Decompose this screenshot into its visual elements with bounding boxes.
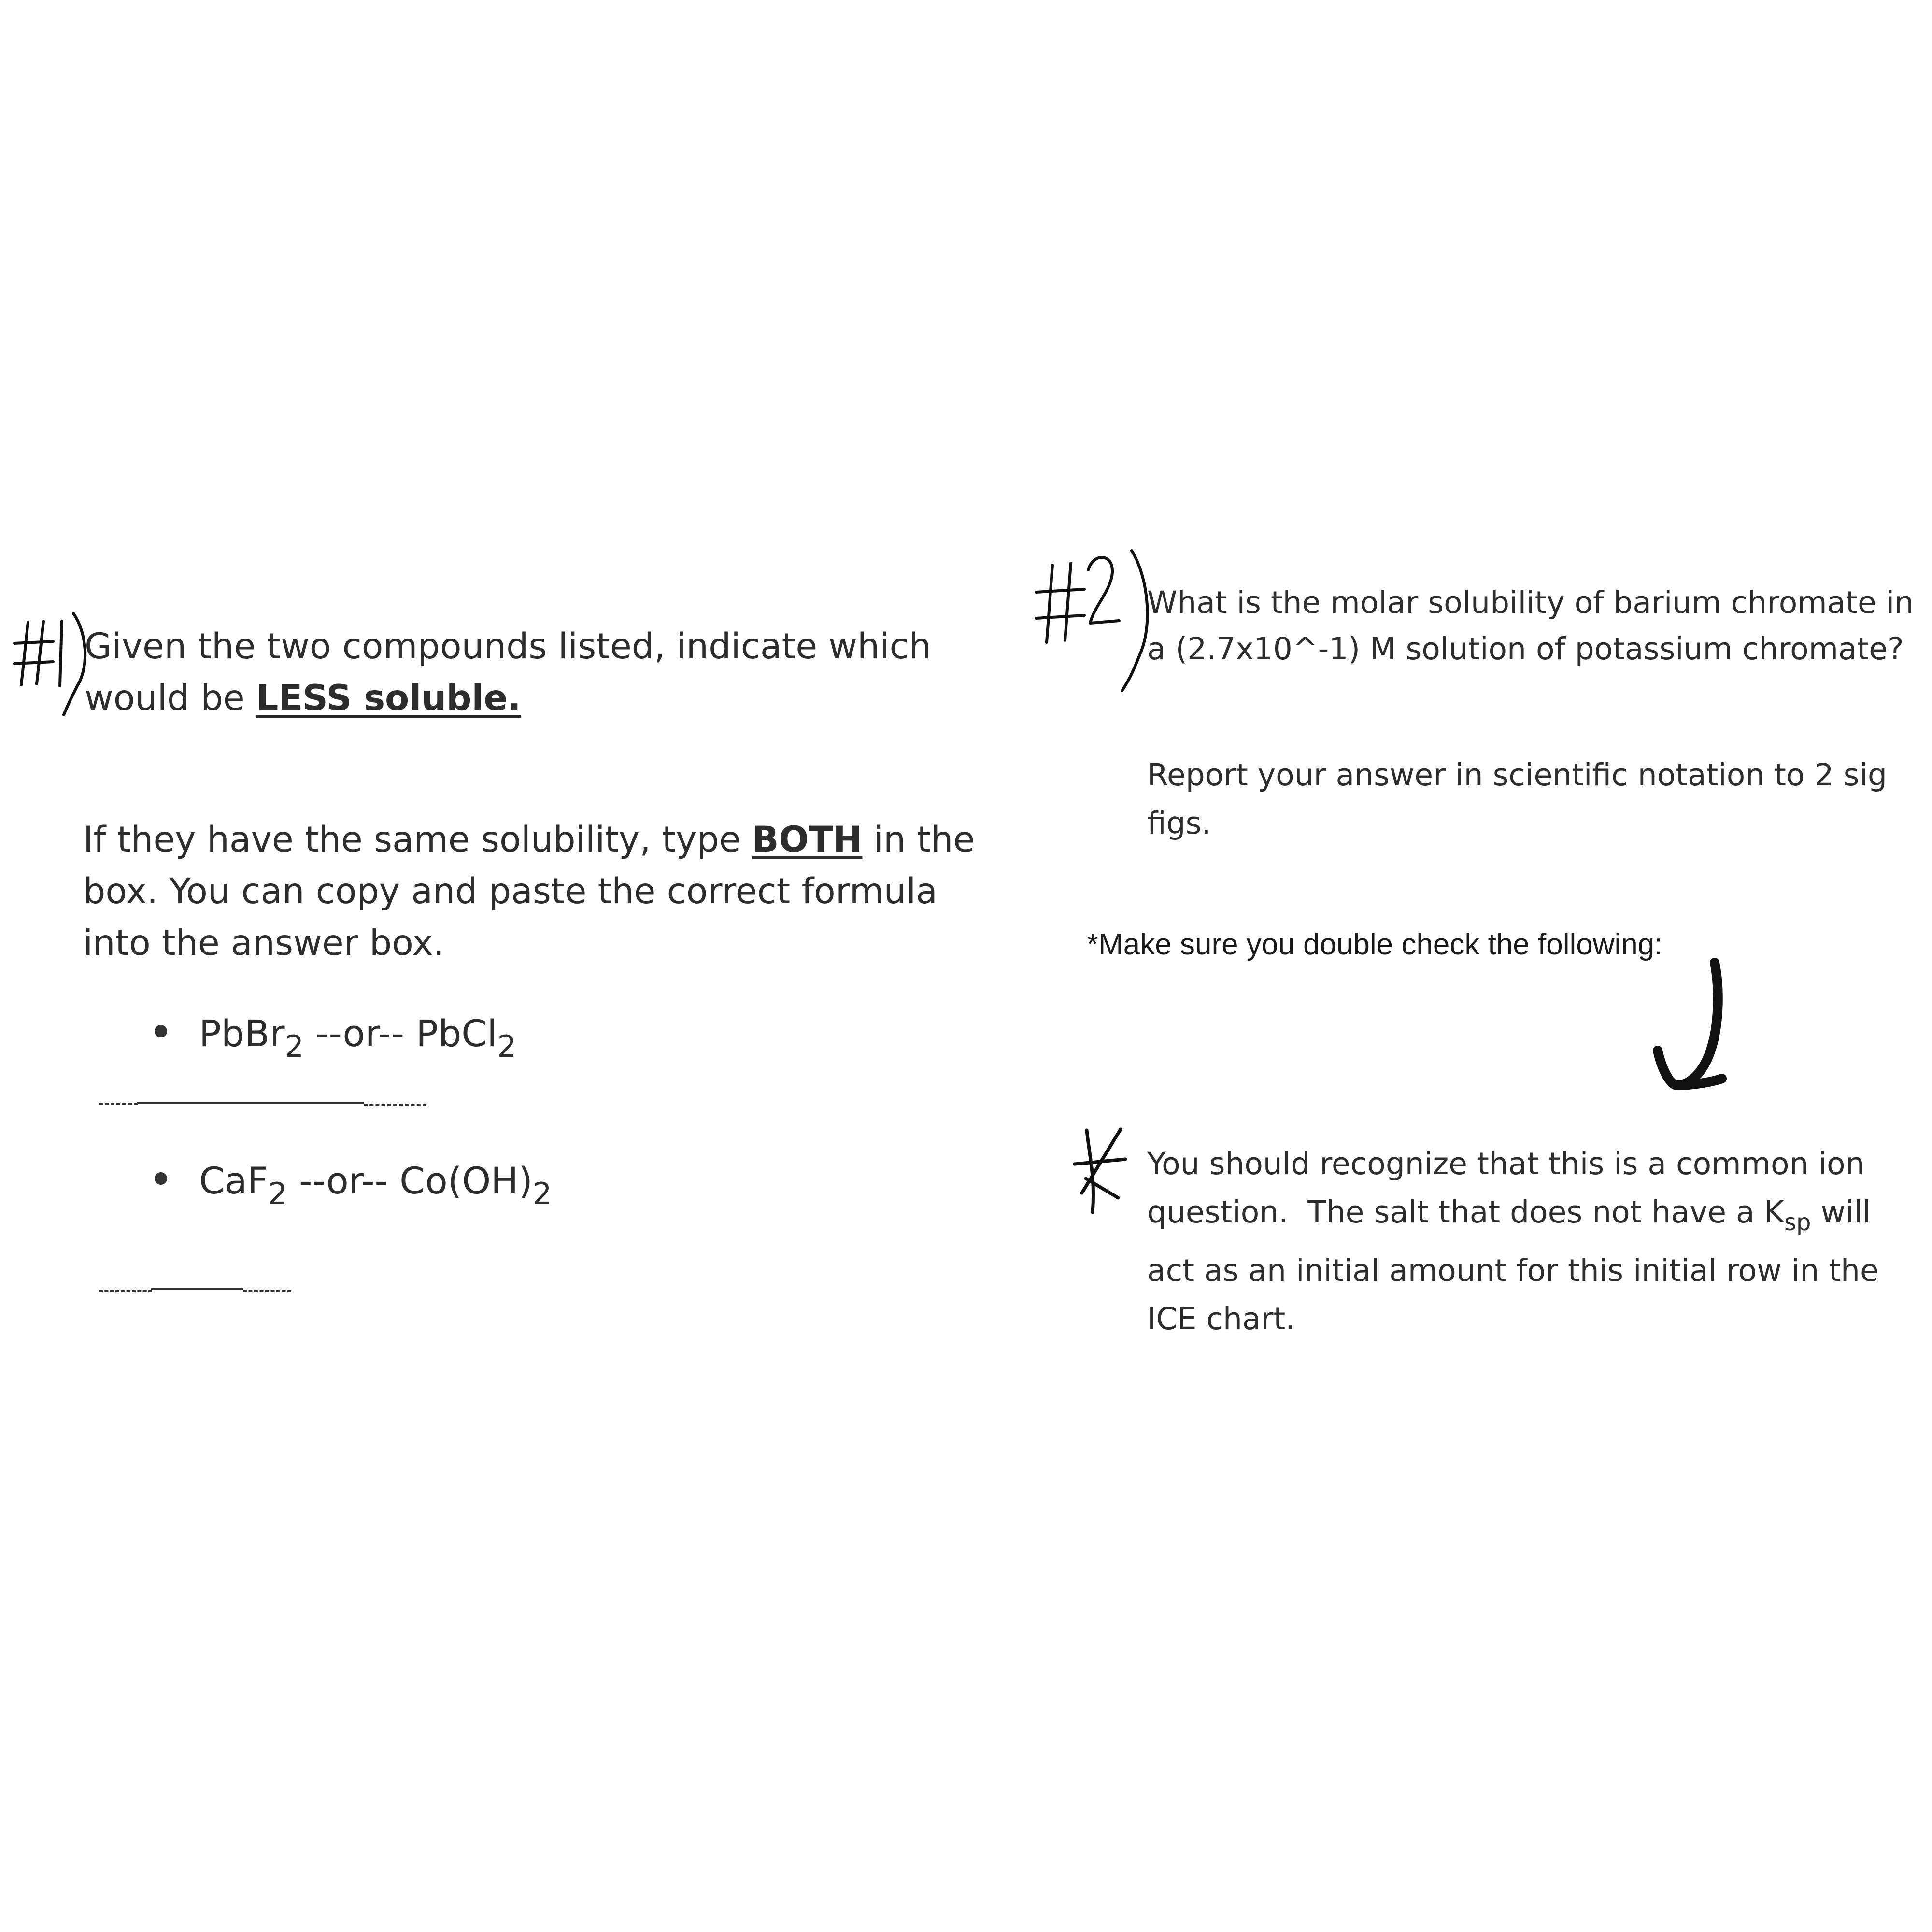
q1-instr-line3: into the answer box. (83, 923, 445, 964)
q1-prompt-line2-text: would be (85, 678, 256, 719)
answer-blank-1-dash-right (364, 1104, 426, 1106)
q2-report-instruction (1147, 751, 1887, 848)
down-arrow-icon (1652, 959, 1739, 1104)
or-separator: --or-- (303, 1012, 416, 1055)
less-soluble-emphasis: LESS soluble. (256, 678, 521, 719)
q1-instructions (83, 814, 975, 969)
q2-report-line2: figs. (1147, 806, 1211, 841)
q1-instr-line1-post: in the (862, 819, 975, 860)
compound-a (199, 1012, 304, 1064)
answer-blank-1[interactable] (99, 1101, 427, 1111)
compound-a-formula: CaF (199, 1159, 269, 1202)
compound-pair-2 (155, 1159, 552, 1211)
answer-blank-1-line (137, 1102, 364, 1104)
q1-instr-line1-pre: If they have the same solubility, type (83, 819, 752, 860)
note-line4: ICE chart. (1147, 1301, 1295, 1336)
compound-b-subscript: 2 (532, 1176, 552, 1211)
compound-a-subscript: 2 (284, 1029, 304, 1064)
note-line3: act as an initial amount for this initial row in the (1147, 1253, 1879, 1288)
or-separator: --or-- (287, 1159, 400, 1202)
answer-blank-2-line (151, 1288, 243, 1290)
answer-blank-2-dash-left (99, 1290, 152, 1292)
q1-instr-line2: box. You can copy and paste the correct formula (83, 871, 938, 912)
q1-instr-line1 (83, 814, 975, 866)
q2-question (1147, 580, 1914, 672)
compound-a-subscript: 2 (268, 1176, 287, 1211)
compound-a-formula: PbBr (199, 1012, 285, 1055)
compound-a (199, 1159, 287, 1211)
ksp-subscript: sp (1784, 1209, 1811, 1236)
compound-b (416, 1012, 516, 1064)
double-check-note: *Make sure you double check the following: (1087, 928, 1663, 961)
asterisk-icon (1072, 1125, 1130, 1217)
answer-blank-2[interactable] (99, 1287, 292, 1297)
compound-pair-1 (155, 1012, 516, 1064)
note-line1: You should recognize that this is a common ion (1147, 1146, 1865, 1181)
note-line2 (1147, 1188, 1879, 1247)
bullet-icon (155, 1172, 167, 1185)
q2-handwritten-marker (1036, 551, 1152, 696)
q1-handwritten-marker (14, 613, 92, 720)
q2-question-line1: What is the molar solubility of barium chromate in (1147, 585, 1914, 620)
compound-b-subscript: 2 (497, 1029, 516, 1064)
both-emphasis: BOTH (752, 819, 863, 860)
answer-blank-2-dash-right (243, 1290, 291, 1292)
compound-b (399, 1159, 552, 1211)
note-line2-pre: question. The salt that does not have a K (1147, 1194, 1784, 1230)
answer-blank-1-dash-left (99, 1103, 138, 1105)
q1-prompt (85, 621, 931, 724)
common-ion-note (1147, 1140, 1879, 1343)
q2-question-line2: a (2.7x10^-1) M solution of potassium chromate? (1147, 631, 1904, 667)
q1-prompt-line1: Given the two compounds listed, indicate which (85, 626, 931, 667)
compound-b-formula: PbCl (416, 1012, 497, 1055)
bullet-icon (155, 1025, 167, 1037)
note-line2-post: will (1811, 1194, 1871, 1230)
compound-b-formula: Co(OH) (399, 1159, 533, 1202)
q1-prompt-line2 (85, 672, 931, 724)
q2-report-line1: Report your answer in scientific notation to 2 sig (1147, 757, 1887, 793)
